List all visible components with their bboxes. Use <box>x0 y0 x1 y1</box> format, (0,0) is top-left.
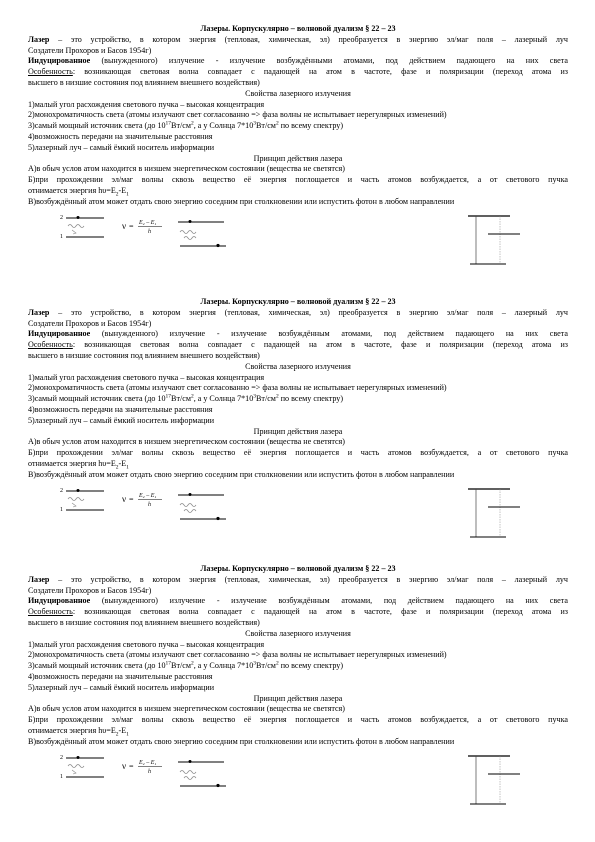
energy-level-diagram <box>0 483 595 563</box>
atom-dot <box>216 243 219 246</box>
line-text: : возникающая световая волна совпадает с падающей на атом в частоте, фазе и поляризации (переход атома из <box>72 607 568 617</box>
bold-term: Индуцированное <box>28 329 91 339</box>
text-line <box>28 596 568 606</box>
subscript: 1 <box>126 464 129 471</box>
formula-nu: ν <box>122 493 127 504</box>
text-line <box>28 683 568 693</box>
line-text: 1)малый угол расхождения светового пучка – высокая концентрация <box>28 99 265 109</box>
superscript: 2 <box>190 660 194 667</box>
formula-equals: = <box>129 494 134 504</box>
line-text: -E <box>118 186 127 195</box>
line-text: В)возбуждённый атом может отдать свою энергию соседним при столкновении или испустить фотон в любом направлении <box>28 736 455 746</box>
line-text: , а у Солнца 7*10 <box>193 394 254 404</box>
line-text: 2)монохроматичность света (атомы излучают свет согласованно => фаза волны не испытывает нерегулярных изменений) <box>28 383 447 393</box>
text-line <box>28 340 568 350</box>
atom-dot <box>189 493 192 496</box>
photon-wave-icon <box>184 236 196 239</box>
atom-dot <box>216 516 219 519</box>
text-line <box>28 704 568 714</box>
text-line <box>28 46 568 56</box>
photon-wave-icon <box>180 503 196 506</box>
line-text: (вынужденного) излучение - излучение возбуждёнными атомами, под действием падающего на них света <box>90 56 568 66</box>
text-line <box>28 629 568 639</box>
level-1-label: 1 <box>60 773 63 780</box>
line-text: – это устройство, в котором энергия (тепловая, химическая, эл) преобразуется в энергию эл/маг поля – лазерный луч <box>49 307 568 317</box>
subscript: 1 <box>126 731 129 738</box>
photon-wave-icon <box>184 509 196 512</box>
photon-wave-icon <box>180 770 196 773</box>
line-text: : возникающая световая волна совпадает с падающей на атом в частоте, фазе и поляризации (переход атома из <box>72 67 568 77</box>
text-line <box>28 362 568 372</box>
line-text: Вт/см <box>256 394 276 404</box>
line-text: -E <box>118 726 127 735</box>
text-line <box>28 164 568 174</box>
formula-numerator: E₂ – E₁ <box>139 492 157 499</box>
text-line <box>28 394 568 404</box>
line-text: Создатели Прохоров и Басов 1954г) <box>28 585 152 595</box>
line-text: отнимается энергия hυ=E <box>28 726 116 735</box>
line-text: 5)лазерный луч – самый ёмкий носитель информации <box>28 142 215 152</box>
atom-dot <box>77 489 80 492</box>
text-line <box>28 416 568 426</box>
superscript: 2 <box>275 120 279 127</box>
line-text: Принцип действия лазера <box>253 693 343 703</box>
subscript: 2 <box>115 464 119 471</box>
formula-nu: ν <box>122 760 127 771</box>
line-text: (вынужденного) излучение - излучение возбуждённым атомами, под действием падающего на них света <box>90 596 568 606</box>
line-text: , а у Солнца 7*10 <box>193 661 254 671</box>
line-text: высшего в низшие состояния под влиянием внешнего воздействия) <box>28 78 260 87</box>
laser-notes-section <box>0 24 595 286</box>
text-line <box>28 715 568 725</box>
superscript: 2 <box>275 393 279 400</box>
energy-level-diagram <box>0 750 595 830</box>
energy-level-diagram <box>0 210 595 290</box>
text-line <box>28 35 568 45</box>
line-text: Принцип действия лазера <box>253 426 343 436</box>
bold-term: Лазер <box>28 34 50 44</box>
line-text: А)в обыч услов атом находится в низшем энергетическом состоянии (вещества не светятся) <box>28 164 345 174</box>
line-text: высшего в низшие состояния под влиянием внешнего воздействия) <box>28 351 260 360</box>
formula-denominator: h <box>148 501 151 508</box>
line-text: – это устройство, в котором энергия (тепловая, химическая, эл) преобразуется в энергию эл/маг поля – лазерный луч <box>49 574 568 584</box>
line-text: Вт/см <box>171 661 191 671</box>
text-line <box>28 308 568 318</box>
level-2-label: 2 <box>60 214 63 221</box>
text-line <box>28 437 568 447</box>
text-line <box>28 110 568 120</box>
superscript: 2 <box>275 660 279 667</box>
text-line <box>28 100 568 110</box>
line-text: Б)при прохождении эл/маг волны сквозь вещество её энергия поглощается и часть атомов возбуждается, а от светового пучка <box>28 175 568 185</box>
line-text: Вт/см <box>256 661 276 671</box>
section-title: Лазеры. Корпускулярно – волновой дуализм § 22 – 23 <box>200 297 396 306</box>
superscript: 3 <box>253 660 257 667</box>
superscript: 17 <box>165 660 172 667</box>
text-line <box>28 726 568 736</box>
text-line <box>28 470 568 480</box>
line-text: 5)лазерный луч – самый ёмкий носитель информации <box>28 682 215 692</box>
underlined-term: Особенность <box>28 607 73 617</box>
text-line <box>28 373 568 383</box>
superscript: 17 <box>165 393 172 400</box>
line-text: Создатели Прохоров и Басов 1954г) <box>28 318 152 328</box>
atom-dot <box>77 216 80 219</box>
line-text: 3)самый мощный источник света (до 10 <box>28 661 166 671</box>
formula-equals: = <box>129 761 134 771</box>
line-text: 4)возможность передачи на значительные расстояния <box>28 405 213 414</box>
text-line <box>28 154 568 164</box>
level-1-label: 1 <box>60 233 63 240</box>
line-text: 3)самый мощный источник света (до 10 <box>28 121 166 131</box>
line-text: Принцип действия лазера <box>253 153 343 163</box>
text-line <box>28 618 568 628</box>
subscript: 2 <box>115 191 119 198</box>
line-text: 1)малый угол расхождения светового пучка – высокая концентрация <box>28 372 265 382</box>
text-line <box>28 694 568 704</box>
line-text: – это устройство, в котором энергия (тепловая, химическая, эл) преобразуется в энергию эл/маг поля – лазерный луч <box>49 34 568 44</box>
line-text: Свойства лазерного излучения <box>245 88 351 98</box>
line-text: 4)возможность передачи на значительные расстояния <box>28 132 213 141</box>
line-text: 5)лазерный луч – самый ёмкий носитель информации <box>28 415 215 425</box>
atom-dot <box>216 783 219 786</box>
text-line <box>28 186 568 196</box>
text-line <box>28 672 568 682</box>
superscript: 3 <box>253 120 257 127</box>
line-text: В)возбуждённый атом может отдать свою энергию соседним при столкновении или испустить фотон в любом направлении <box>28 196 455 206</box>
text-line <box>28 175 568 185</box>
arrow-down-icon <box>72 770 76 774</box>
text-line <box>28 575 568 585</box>
superscript: 3 <box>253 393 257 400</box>
line-text: по всему спектру) <box>278 661 344 671</box>
text-line <box>28 89 568 99</box>
text-line <box>28 661 568 671</box>
text-line <box>28 56 568 66</box>
line-text: 4)возможность передачи на значительные расстояния <box>28 672 213 681</box>
text-line <box>28 607 568 617</box>
section-title: Лазеры. Корпускулярно – волновой дуализм § 22 – 23 <box>200 564 396 573</box>
formula-equals: = <box>129 221 134 231</box>
level-2-label: 2 <box>60 754 63 761</box>
bold-term: Индуцированное <box>28 596 91 606</box>
text-line <box>28 67 568 77</box>
bold-term: Лазер <box>28 307 50 317</box>
bold-term: Индуцированное <box>28 56 91 66</box>
photon-wave-icon <box>68 764 84 767</box>
atom-dot <box>189 220 192 223</box>
text-line <box>28 448 568 458</box>
underlined-term: Особенность <box>28 340 73 350</box>
line-text: 2)монохроматичность света (атомы излучают свет согласованно => фаза волны не испытывает нерегулярных изменений) <box>28 650 447 660</box>
text-line <box>28 586 568 596</box>
formula-nu: ν <box>122 220 127 231</box>
superscript: 17 <box>165 120 172 127</box>
subscript: 2 <box>115 731 119 738</box>
text-line <box>28 650 568 660</box>
line-text: по всему спектру) <box>278 121 344 131</box>
text-line <box>28 121 568 131</box>
line-text: (вынужденного) излучение - излучение возбуждённым атомами, под действием падающего на них света <box>90 329 568 339</box>
superscript: 2 <box>190 120 194 127</box>
text-line <box>28 459 568 469</box>
line-text: А)в обыч услов атом находится в низшем энергетическом состоянии (вещества не светятся) <box>28 704 345 714</box>
subscript: 1 <box>126 191 129 198</box>
line-text: Б)при прохождении эл/маг волны сквозь вещество её энергия поглощается и часть атомов возбуждается, а от светового пучка <box>28 715 568 725</box>
formula-denominator: h <box>148 228 151 235</box>
line-text: отнимается энергия hυ=E <box>28 459 116 468</box>
text-line <box>28 640 568 650</box>
line-text: 1)малый угол расхождения светового пучка – высокая концентрация <box>28 639 265 649</box>
text-line <box>28 351 568 361</box>
section-title: Лазеры. Корпускулярно – волновой дуализм § 22 – 23 <box>200 24 396 33</box>
text-line <box>28 78 568 88</box>
laser-notes-section <box>0 297 595 559</box>
line-text: Вт/см <box>256 121 276 131</box>
text-line <box>28 132 568 142</box>
line-text: Вт/см <box>171 394 191 404</box>
level-2-label: 2 <box>60 487 63 494</box>
text-line <box>28 197 568 207</box>
atom-dot <box>189 760 192 763</box>
text-line <box>28 383 568 393</box>
atom-dot <box>77 756 80 759</box>
line-text: Вт/см <box>171 121 191 131</box>
line-text: 2)монохроматичность света (атомы излучают свет согласованно => фаза волны не испытывает нерегулярных изменений) <box>28 110 447 120</box>
level-1-label: 1 <box>60 506 63 513</box>
laser-notes-section <box>0 564 595 826</box>
text-line <box>28 319 568 329</box>
superscript: 2 <box>190 393 194 400</box>
text-line <box>28 737 568 747</box>
photon-wave-icon <box>180 230 196 233</box>
bold-term: Лазер <box>28 574 50 584</box>
text-line <box>28 427 568 437</box>
line-text: -E <box>118 459 127 468</box>
line-text: А)в обыч услов атом находится в низшем энергетическом состоянии (вещества не светятся) <box>28 437 345 447</box>
arrow-down-icon <box>72 230 76 234</box>
photon-wave-icon <box>184 776 196 779</box>
line-text: В)возбуждённый атом может отдать свою энергию соседним при столкновении или испустить фотон в любом направлении <box>28 469 455 479</box>
text-line <box>28 405 568 415</box>
formula-numerator: E₂ – E₁ <box>139 219 157 226</box>
line-text: Создатели Прохоров и Басов 1954г) <box>28 45 152 55</box>
line-text: Б)при прохождении эл/маг волны сквозь вещество её энергия поглощается и часть атомов возбуждается, а от светового пучка <box>28 448 568 458</box>
line-text: 3)самый мощный источник света (до 10 <box>28 394 166 404</box>
line-text: , а у Солнца 7*10 <box>193 121 254 131</box>
underlined-term: Особенность <box>28 67 73 77</box>
photon-wave-icon <box>68 224 84 227</box>
photon-wave-icon <box>68 497 84 500</box>
line-text: : возникающая световая волна совпадает с падающей на атом в частоте, фазе и поляризации (переход атома из <box>72 340 568 350</box>
line-text: по всему спектру) <box>278 394 344 404</box>
line-text: высшего в низшие состояния под влиянием внешнего воздействия) <box>28 618 260 627</box>
arrow-down-icon <box>72 503 76 507</box>
formula-numerator: E₂ – E₁ <box>139 759 157 766</box>
line-text: Свойства лазерного излучения <box>245 628 351 638</box>
line-text: Свойства лазерного излучения <box>245 361 351 371</box>
formula-denominator: h <box>148 768 151 775</box>
text-line <box>28 143 568 153</box>
line-text: отнимается энергия hυ=E <box>28 186 116 195</box>
text-line <box>28 329 568 339</box>
